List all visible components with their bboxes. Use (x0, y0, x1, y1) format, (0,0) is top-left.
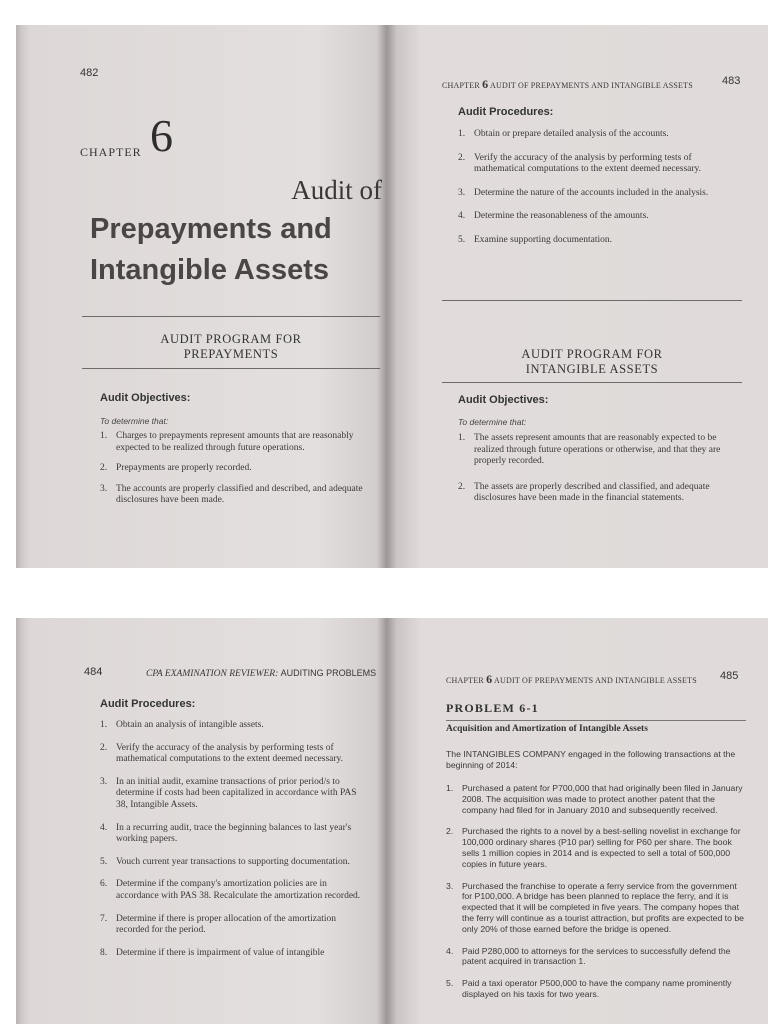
list-item: 1. Obtain or prepare detailed analysis of the accounts. (458, 129, 669, 139)
page-number: 483 (722, 75, 741, 87)
objectives-list (458, 433, 728, 505)
objectives-intro: To determine that: (458, 417, 527, 427)
list-item: 3. Purchased the franchise to operate a ferry service from the government for P100,000. A bridge has been planned to replace the ferry, and it is expected that it will be completed in five years. The company hopes that the ferry will continue as a tourist attraction, but profits are expected to be only 20% of those earned before the bridge is opened. (446, 880, 745, 934)
book-spread-482-483 (16, 25, 768, 568)
procedures-list (458, 129, 728, 247)
list-item: 4. Paid P280,000 to attorneys for the services to successfully defend the patent acquired in transaction 1. (446, 945, 731, 967)
problem-rule (446, 720, 746, 721)
list-item: 2. Purchased the rights to a novel by a best-selling novelist in exchange for 100,000 ordinary shares (P10 par) selling for P60 per share. The book sells 1 million copies in 2014 and is expected to sell a total of 500,000 copies in future years. (446, 826, 741, 869)
section-title-prepayments: AUDIT PROGRAM FOR PREPAYMENTS (160, 332, 302, 361)
list-item: 2. Verify the accuracy of the analysis by performing tests of mathematical computations to the extent deemed necessary. (458, 152, 702, 175)
page-484 (16, 618, 392, 1024)
problem-intro: The INTANGIBLES COMPANY engaged in the following transactions at the beginning of 2014: (446, 749, 736, 770)
running-head: CHAPTER 6 AUDIT OF PREPAYMENTS AND INTANGIBLE ASSETS (442, 77, 693, 91)
page-483 (410, 25, 768, 568)
page-number: 484 (84, 666, 103, 678)
problem-label: PROBLEM 6-1 (446, 701, 539, 715)
chapter-title-line2: Prepayments and (90, 213, 332, 245)
list-item: 1. The assets represent amounts that are reasonably expected to be realized through future operations or otherwise, and that they are properly recorded. (458, 433, 721, 467)
objectives-intro: To determine that: (100, 416, 169, 426)
transactions-list (446, 783, 746, 1000)
list-item: 6. Determine if the company's amortization policies are in accordance with PAS 38. Recalculate the amortization recorded. (100, 879, 361, 901)
list-item: 2. Prepayments are properly recorded. (100, 463, 252, 474)
chapter-title-line3: Intangible Assets (90, 254, 330, 286)
page-485 (410, 618, 768, 1024)
audit-objectives-heading: Audit Objectives: (100, 392, 191, 404)
audit-objectives-heading: Audit Objectives: (458, 394, 549, 406)
list-item: 4. In a recurring audit, trace the beginning balances to last year's working papers. (100, 822, 352, 845)
chapter-title-line1: Audit of (291, 175, 382, 205)
section-rule-bottom (82, 368, 380, 369)
audit-procedures-heading: Audit Procedures: (458, 106, 554, 118)
list-item: 1. Purchased a patent for P700,000 that had originally been filed in January 2008. The acquisition was made to protect another patent that the company had filed for in January 2010 and subsequently received. (446, 783, 743, 815)
page-number: 482 (80, 67, 99, 79)
list-item: 4. Determine the reasonableness of the amounts. (458, 211, 649, 222)
list-item: 8. Determine if there is impairment of value of intangible (100, 947, 325, 958)
page-number: 485 (720, 670, 739, 682)
section-rule-bottom (442, 382, 742, 383)
list-item: 2. Verify the accuracy of the analysis by performing tests of mathematical computations to the extent deemed necessary. (100, 742, 344, 765)
list-item: 3. The accounts are properly classified and described, and adequate disclosures have been made. (100, 483, 363, 506)
section-title-intangibles: AUDIT PROGRAM FOR INTANGIBLE ASSETS (521, 347, 663, 376)
list-item: 5. Vouch current year transactions to supporting documentation. (100, 856, 350, 867)
chapter-label: CHAPTER (80, 145, 142, 159)
list-item: 5. Paid a taxi operator P500,000 to have the company name prominently displayed on his taxis for two years. (446, 978, 732, 999)
list-item: 5. Examine supporting documentation. (458, 234, 612, 245)
list-item: 2. The assets are properly described and classified, and adequate disclosures have been made in the financial statements. (458, 481, 710, 504)
list-item: 3. Determine the nature of the accounts included in the analysis. (458, 187, 709, 198)
running-head: CPA EXAMINATION REVIEWER: AUDITING PROBLEMS (146, 668, 377, 679)
section-rule-top (442, 300, 742, 301)
problem-title: Acquisition and Amortization of Intangible Assets (446, 724, 648, 734)
list-item: 1. Charges to prepayments represent amounts that are reasonably expected to be realized through future operations. (100, 431, 354, 453)
chapter-number: 6 (150, 110, 173, 161)
section-rule-top (82, 316, 380, 317)
list-item: 7. Determine if there is proper allocation of the amortization recorded for the period. (100, 913, 336, 936)
procedures-list (100, 720, 368, 959)
page-482 (16, 25, 392, 568)
running-head: CHAPTER 6 AUDIT OF PREPAYMENTS AND INTANGIBLE ASSETS (446, 672, 697, 686)
audit-procedures-heading: Audit Procedures: (100, 698, 196, 710)
objectives-list (100, 431, 368, 507)
book-spread-484-485 (16, 618, 768, 1024)
list-item: 1. Obtain an analysis of intangible assets. (100, 720, 264, 730)
list-item: 3. In an initial audit, examine transactions of prior period/s to determine if costs had been capitalized in accordance with PAS 38, Intangible Assets. (100, 776, 357, 810)
